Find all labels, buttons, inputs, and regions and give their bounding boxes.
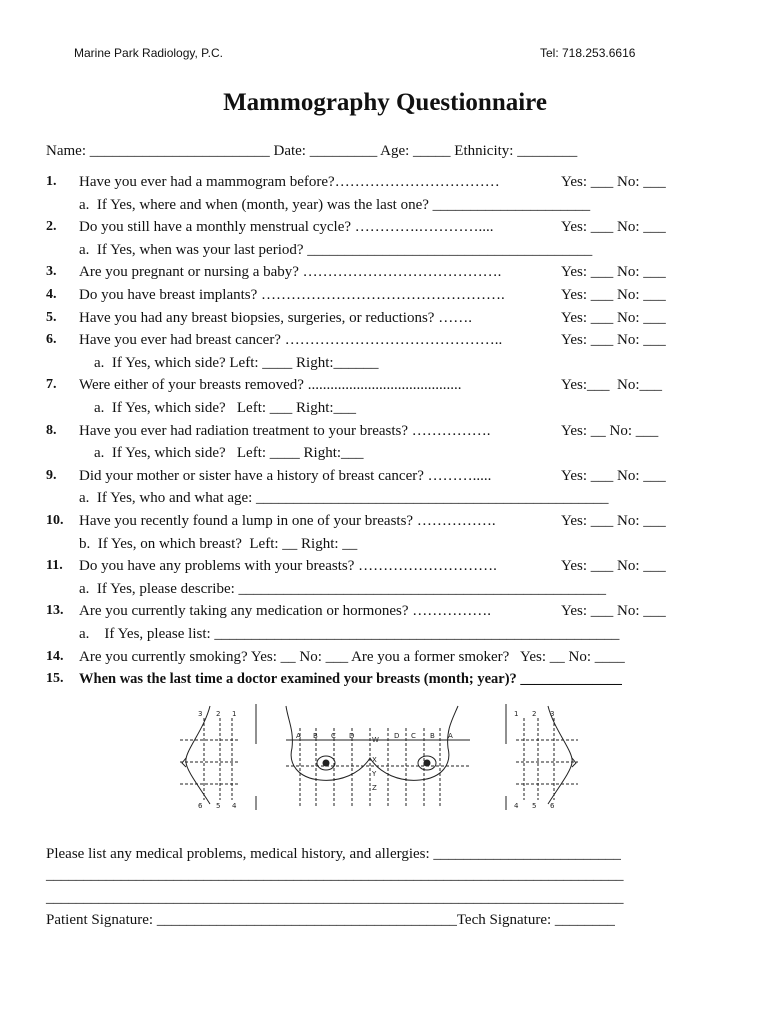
blank-line: _____________________________________________________________________________ [46,890,624,906]
yes-no-field: Yes: ___ No: ___ [561,287,666,303]
right-zone-label: 5 [532,802,537,810]
question-text: Have you ever had radiation treatment to your breasts? ……………. [79,422,491,439]
right-zone-label: 1 [514,710,519,718]
question-number: 8. [46,422,57,438]
center-letter: Y [372,770,377,778]
question-number: 14. [46,648,64,664]
yes-no-field: Yes: ___ No: ___ [561,603,666,620]
left-lateral-view [180,704,256,810]
question-number: 5. [46,309,57,325]
practice-phone: Tel: 718.253.6616 [540,46,636,60]
question-text: Are you currently smoking? Yes: __ No: ___ Are you a former smoker? Yes: __ No: ____ [79,648,625,665]
question-text: When was the last time a doctor examined your breasts (month; year)? ______________ [79,671,622,688]
right-lateral-outline [548,706,572,804]
question-number: 3. [46,264,57,280]
question-text: a. If Yes, please list: ______________________________________________________ [79,626,620,642]
question-text: a. If Yes, who and what age: _______________________________________________ [79,490,609,507]
question-text: b. If Yes, on which breast? Left: __ Right: __ [79,535,358,552]
front-letter: D [349,732,355,740]
question-text: a. If Yes, which side? Left: ____ Right:___ [79,445,364,462]
left-zone-label: 6 [198,802,203,810]
question-text: Are you currently taking any medication or hormones? ……………. [79,603,491,620]
question-text: a. If Yes, which side? Left: ___ Right:___ [79,400,357,416]
front-letter: B [430,732,435,740]
question-number: 10. [46,513,64,528]
question-text: a. If Yes, when was your last period? ______________________________________ [79,241,593,258]
signature-line: Patient Signature: ________________________________________Tech Signature: ________ [46,912,615,928]
question-number: 6. [46,332,57,348]
right-zone-label: 4 [514,802,519,810]
question-number: 7. [46,377,57,393]
yes-no-field: Yes: ___ No: ___ [561,309,666,326]
right-zone-label: 6 [550,802,555,810]
front-view [286,706,470,806]
question-number: 13. [46,603,64,619]
left-zone-label: 2 [216,710,221,718]
yes-no-field: Yes: ___ No: ___ [561,264,666,281]
left-nipple-dot [323,760,329,766]
question-text: Do you have breast implants? …………………………………………. [79,287,505,303]
question-text: Did your mother or sister have a history of breast cancer? ………..... [79,467,492,484]
left-zone-label: 4 [232,802,237,810]
yes-no-field: Yes:___ No:___ [561,377,662,394]
question-text: Were either of your breasts removed? ......................................... [79,377,462,394]
practice-name: Marine Park Radiology, P.C. [74,46,223,60]
center-letter: X [372,756,377,764]
center-letter: Z [372,784,377,792]
question-text: a. If Yes, which side? Left: ____ Right:______ [79,354,379,371]
front-letter: D [394,732,400,740]
question-text: Are you pregnant or nursing a baby? …………………………………. [79,264,502,281]
yes-no-field: Yes: __ No: ___ [561,422,659,439]
front-letter: B [313,732,318,740]
question-number: 9. [46,467,57,483]
question-text: Have you recently found a lump in one of your breasts? ……………. [79,513,496,529]
question-text: Do you have any problems with your breasts? ………………………. [79,558,497,575]
right-zone-label: 2 [532,710,537,718]
question-text: Have you had any breast biopsies, surgeries, or reductions? ……. [79,309,472,326]
left-zone-label: 1 [232,710,237,718]
breast-diagram [170,700,590,816]
blank-line: _____________________________________________________________________________ [46,867,624,883]
question-text: Have you ever had breast cancer? …………………………………….. [79,332,503,349]
yes-no-field: Yes: ___ No: ___ [561,332,666,349]
right-zone-label: 3 [550,710,555,718]
question-number: 2. [46,219,57,235]
front-letter: A [296,732,301,740]
front-letter: A [448,732,453,740]
question-number: 11. [46,558,63,574]
front-letter: C [331,732,336,740]
yes-no-field: Yes: ___ No: ___ [561,174,666,190]
center-letter: W [372,736,379,744]
right-lateral-view [506,704,578,810]
question-number: 4. [46,287,57,302]
question-text: Have you ever had a mammogram before?…………………………… [79,174,500,190]
yes-no-field: Yes: ___ No: ___ [561,513,666,529]
yes-no-field: Yes: ___ No: ___ [561,558,666,575]
yes-no-field: Yes: ___ No: ___ [561,219,666,236]
question-text: Do you still have a monthly menstrual cycle? ………….………….... [79,219,494,236]
page-title: Mammography Questionnaire [223,89,547,116]
question-text: a. If Yes, please describe: _________________________________________________ [79,580,607,597]
question-text: a. If Yes, where and when (month, year) was the last one? _____________________ [79,196,591,213]
left-zone-label: 5 [216,802,221,810]
patient-info-line: Name: ________________________ Date: _________ Age: _____ Ethnicity: ________ [46,143,578,159]
left-lateral-outline [186,706,210,804]
question-number: 15. [46,671,64,687]
medical-history-line: Please list any medical problems, medical history, and allergies: _________________________ [46,846,621,862]
yes-no-field: Yes: ___ No: ___ [561,467,666,484]
question-number: 1. [46,174,57,189]
right-nipple-dot [424,760,430,766]
left-zone-label: 3 [198,710,203,718]
front-letter: C [411,732,416,740]
